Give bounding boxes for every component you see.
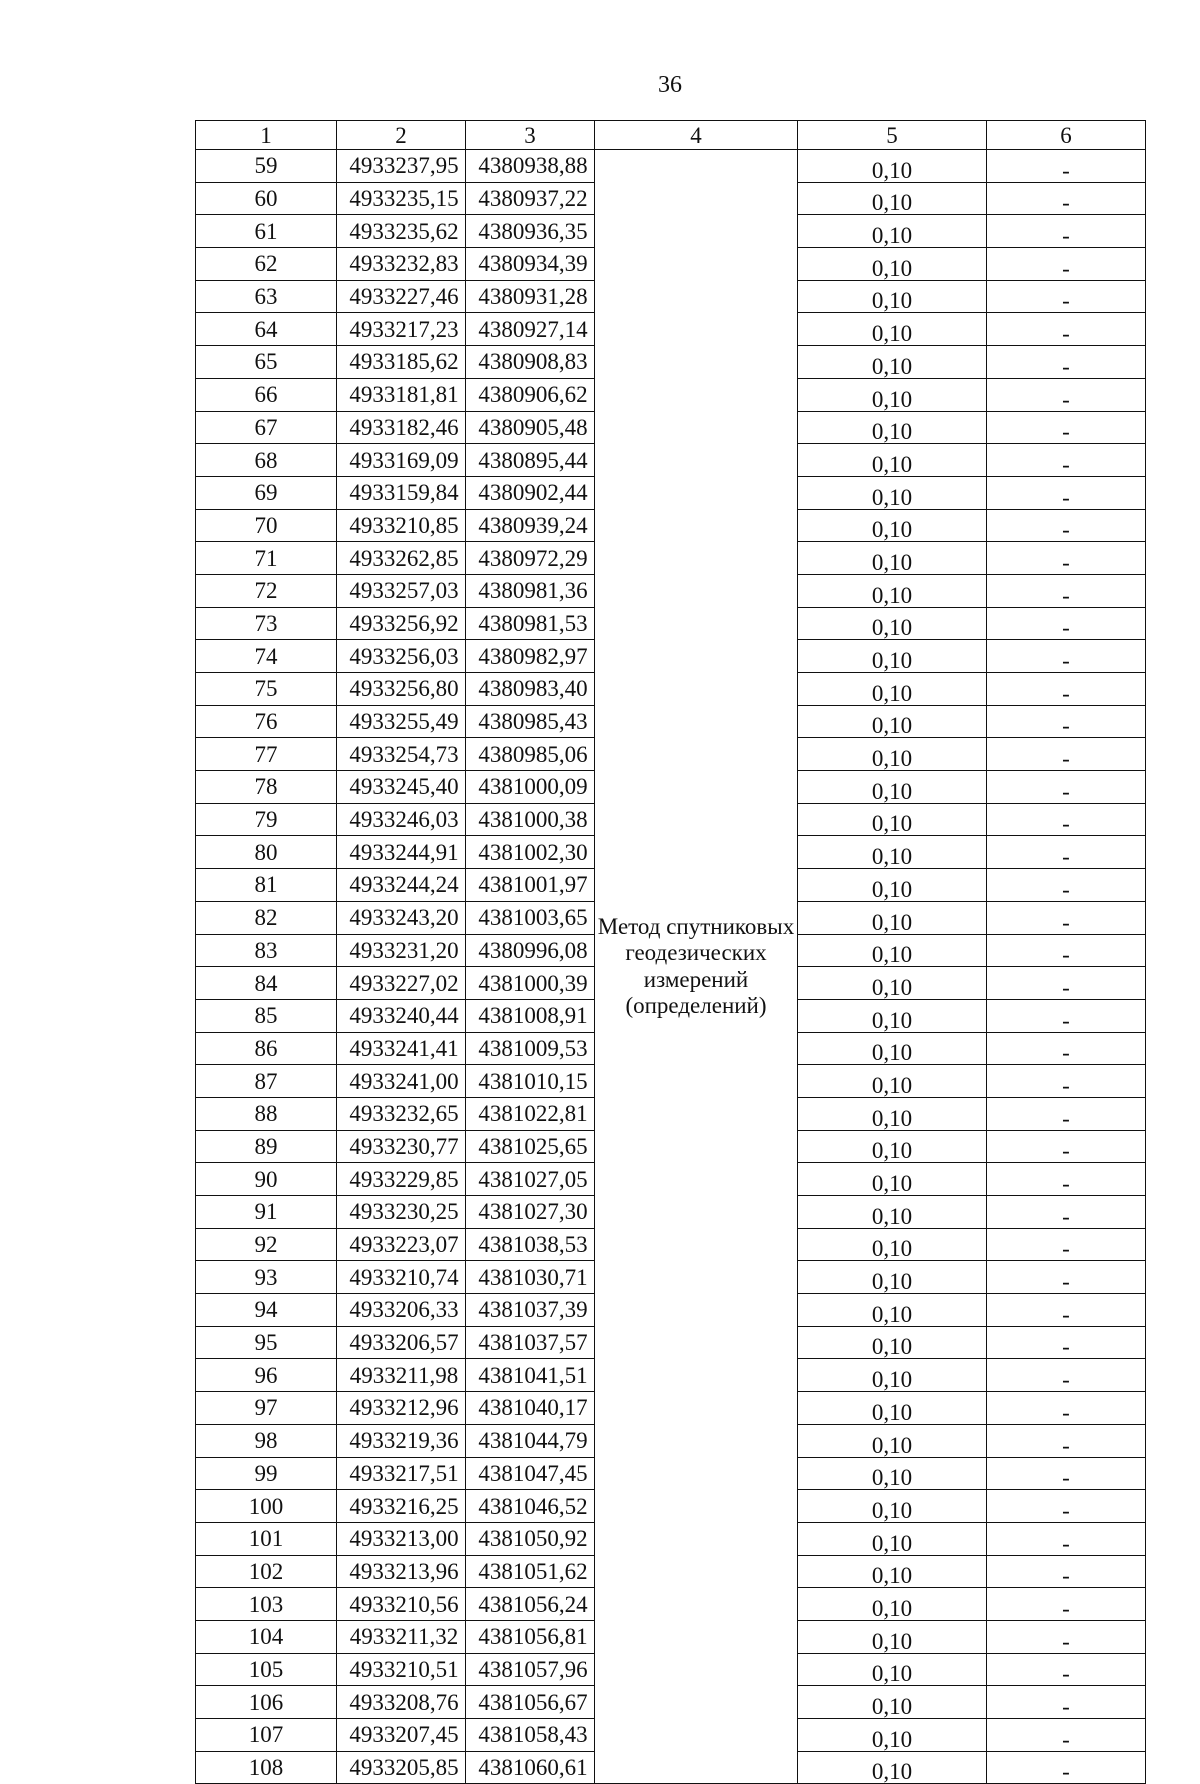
note-cell: - [987, 411, 1146, 444]
coordinate-y-cell: 4380927,14 [466, 313, 595, 346]
accuracy-cell: 0,10 [798, 1065, 987, 1098]
coordinate-x-cell: 4933235,62 [337, 215, 466, 248]
note-cell: - [987, 378, 1146, 411]
point-number-cell: 104 [196, 1620, 337, 1653]
point-number-cell: 80 [196, 836, 337, 869]
point-number-cell: 86 [196, 1032, 337, 1065]
coordinate-x-cell: 4933210,85 [337, 509, 466, 542]
coordinate-y-cell: 4381056,81 [466, 1620, 595, 1653]
coordinate-y-cell: 4381046,52 [466, 1490, 595, 1523]
coordinate-y-cell: 4381056,24 [466, 1588, 595, 1621]
note-cell: - [987, 738, 1146, 771]
coordinate-y-cell: 4381025,65 [466, 1130, 595, 1163]
coordinate-x-cell: 4933210,74 [337, 1261, 466, 1294]
coordinate-x-cell: 4933229,85 [337, 1163, 466, 1196]
note-cell: - [987, 1326, 1146, 1359]
note-cell: - [987, 1392, 1146, 1425]
note-cell: - [987, 803, 1146, 836]
coordinate-y-cell: 4381060,61 [466, 1751, 595, 1784]
point-number-cell: 96 [196, 1359, 337, 1392]
coordinate-x-cell: 4933219,36 [337, 1424, 466, 1457]
coordinate-y-cell: 4381001,97 [466, 869, 595, 902]
coordinate-y-cell: 4380931,28 [466, 280, 595, 313]
point-number-cell: 88 [196, 1097, 337, 1130]
accuracy-cell: 0,10 [798, 476, 987, 509]
coordinate-x-cell: 4933246,03 [337, 803, 466, 836]
note-cell: - [987, 1490, 1146, 1523]
header-col-4: 4 [595, 121, 798, 150]
note-cell: - [987, 869, 1146, 902]
accuracy-cell: 0,10 [798, 1620, 987, 1653]
accuracy-cell: 0,10 [798, 1719, 987, 1752]
note-cell: - [987, 1196, 1146, 1229]
point-number-cell: 77 [196, 738, 337, 771]
header-col-3: 3 [466, 121, 595, 150]
point-number-cell: 73 [196, 607, 337, 640]
coordinate-x-cell: 4933244,91 [337, 836, 466, 869]
header-col-1: 1 [196, 121, 337, 150]
point-number-cell: 83 [196, 934, 337, 967]
accuracy-cell: 0,10 [798, 1196, 987, 1229]
coordinate-y-cell: 4381003,65 [466, 901, 595, 934]
note-cell: - [987, 1620, 1146, 1653]
coordinate-x-cell: 4933185,62 [337, 346, 466, 379]
coordinate-x-cell: 4933254,73 [337, 738, 466, 771]
coordinate-y-cell: 4381050,92 [466, 1522, 595, 1555]
coordinate-x-cell: 4933207,45 [337, 1719, 466, 1752]
coordinate-y-cell: 4381000,09 [466, 771, 595, 804]
coordinate-y-cell: 4380936,35 [466, 215, 595, 248]
note-cell: - [987, 1359, 1146, 1392]
note-cell: - [987, 509, 1146, 542]
coordinate-x-cell: 4933169,09 [337, 444, 466, 477]
point-number-cell: 61 [196, 215, 337, 248]
point-number-cell: 95 [196, 1326, 337, 1359]
coordinate-x-cell: 4933256,80 [337, 673, 466, 706]
note-cell: - [987, 836, 1146, 869]
header-col-2: 2 [337, 121, 466, 150]
coordinate-y-cell: 4381002,30 [466, 836, 595, 869]
coordinate-x-cell: 4933227,46 [337, 280, 466, 313]
note-cell: - [987, 1522, 1146, 1555]
note-cell: - [987, 1065, 1146, 1098]
coordinate-x-cell: 4933181,81 [337, 378, 466, 411]
accuracy-cell: 0,10 [798, 1522, 987, 1555]
coordinate-y-cell: 4381010,15 [466, 1065, 595, 1098]
accuracy-cell: 0,10 [798, 1424, 987, 1457]
note-cell: - [987, 542, 1146, 575]
coordinate-y-cell: 4381056,67 [466, 1686, 595, 1719]
point-number-cell: 92 [196, 1228, 337, 1261]
point-number-cell: 64 [196, 313, 337, 346]
coordinate-y-cell: 4380908,83 [466, 346, 595, 379]
point-number-cell: 99 [196, 1457, 337, 1490]
accuracy-cell: 0,10 [798, 444, 987, 477]
note-cell: - [987, 934, 1146, 967]
note-cell: - [987, 705, 1146, 738]
accuracy-cell: 0,10 [798, 869, 987, 902]
coordinate-x-cell: 4933206,57 [337, 1326, 466, 1359]
coordinates-table [195, 120, 1146, 1784]
point-number-cell: 63 [196, 280, 337, 313]
coordinate-x-cell: 4933235,15 [337, 182, 466, 215]
table-body [196, 150, 1146, 1784]
note-cell: - [987, 1424, 1146, 1457]
point-number-cell: 71 [196, 542, 337, 575]
coordinate-y-cell: 4380982,97 [466, 640, 595, 673]
accuracy-cell: 0,10 [798, 607, 987, 640]
point-number-cell: 100 [196, 1490, 337, 1523]
note-cell: - [987, 1751, 1146, 1784]
coordinate-y-cell: 4381037,39 [466, 1294, 595, 1327]
coordinate-x-cell: 4933206,33 [337, 1294, 466, 1327]
coordinate-x-cell: 4933182,46 [337, 411, 466, 444]
point-number-cell: 70 [196, 509, 337, 542]
note-cell: - [987, 280, 1146, 313]
note-cell: - [987, 182, 1146, 215]
coordinate-x-cell: 4933232,83 [337, 248, 466, 281]
accuracy-cell: 0,10 [798, 1490, 987, 1523]
coordinate-x-cell: 4933244,24 [337, 869, 466, 902]
coordinate-y-cell: 4381044,79 [466, 1424, 595, 1457]
accuracy-cell: 0,10 [798, 673, 987, 706]
table-row [196, 150, 1146, 183]
coordinate-x-cell: 4933216,25 [337, 1490, 466, 1523]
coordinate-x-cell: 4933210,56 [337, 1588, 466, 1621]
coordinate-y-cell: 4380902,44 [466, 476, 595, 509]
accuracy-cell: 0,10 [798, 901, 987, 934]
note-cell: - [987, 1228, 1146, 1261]
point-number-cell: 69 [196, 476, 337, 509]
accuracy-cell: 0,10 [798, 1686, 987, 1719]
coordinate-x-cell: 4933230,25 [337, 1196, 466, 1229]
coordinate-x-cell: 4933210,51 [337, 1653, 466, 1686]
coordinate-x-cell: 4933256,92 [337, 607, 466, 640]
point-number-cell: 59 [196, 150, 337, 183]
note-cell: - [987, 901, 1146, 934]
point-number-cell: 108 [196, 1751, 337, 1784]
point-number-cell: 67 [196, 411, 337, 444]
point-number-cell: 82 [196, 901, 337, 934]
accuracy-cell: 0,10 [798, 509, 987, 542]
coordinate-y-cell: 4381027,30 [466, 1196, 595, 1229]
note-cell: - [987, 1555, 1146, 1588]
note-cell: - [987, 967, 1146, 1000]
accuracy-cell: 0,10 [798, 1261, 987, 1294]
coordinate-y-cell: 4380937,22 [466, 182, 595, 215]
note-cell: - [987, 1588, 1146, 1621]
note-cell: - [987, 1686, 1146, 1719]
accuracy-cell: 0,10 [798, 248, 987, 281]
point-number-cell: 84 [196, 967, 337, 1000]
accuracy-cell: 0,10 [798, 1130, 987, 1163]
coordinate-x-cell: 4933211,32 [337, 1620, 466, 1653]
point-number-cell: 62 [196, 248, 337, 281]
note-cell: - [987, 1653, 1146, 1686]
coordinate-y-cell: 4380981,36 [466, 574, 595, 607]
coordinate-x-cell: 4933227,02 [337, 967, 466, 1000]
accuracy-cell: 0,10 [798, 967, 987, 1000]
accuracy-cell: 0,10 [798, 1163, 987, 1196]
point-number-cell: 78 [196, 771, 337, 804]
accuracy-cell: 0,10 [798, 803, 987, 836]
accuracy-cell: 0,10 [798, 542, 987, 575]
coordinate-y-cell: 4381022,81 [466, 1097, 595, 1130]
coordinate-y-cell: 4380985,06 [466, 738, 595, 771]
point-number-cell: 85 [196, 999, 337, 1032]
coordinate-y-cell: 4381041,51 [466, 1359, 595, 1392]
accuracy-cell: 0,10 [798, 640, 987, 673]
coordinate-y-cell: 4381058,43 [466, 1719, 595, 1752]
header-col-6: 6 [987, 121, 1146, 150]
note-cell: - [987, 476, 1146, 509]
coordinate-y-cell: 4381030,71 [466, 1261, 595, 1294]
coordinate-y-cell: 4381047,45 [466, 1457, 595, 1490]
note-cell: - [987, 574, 1146, 607]
point-number-cell: 107 [196, 1719, 337, 1752]
coordinate-y-cell: 4380985,43 [466, 705, 595, 738]
accuracy-cell: 0,10 [798, 1588, 987, 1621]
note-cell: - [987, 215, 1146, 248]
point-number-cell: 106 [196, 1686, 337, 1719]
coordinate-y-cell: 4380938,88 [466, 150, 595, 183]
coordinate-y-cell: 4381057,96 [466, 1653, 595, 1686]
accuracy-cell: 0,10 [798, 1326, 987, 1359]
coordinate-y-cell: 4380996,08 [466, 934, 595, 967]
coordinate-x-cell: 4933241,41 [337, 1032, 466, 1065]
coordinate-y-cell: 4380981,53 [466, 607, 595, 640]
accuracy-cell: 0,10 [798, 1032, 987, 1065]
accuracy-cell: 0,10 [798, 574, 987, 607]
point-number-cell: 76 [196, 705, 337, 738]
accuracy-cell: 0,10 [798, 346, 987, 379]
accuracy-cell: 0,10 [798, 771, 987, 804]
coordinate-x-cell: 4933217,51 [337, 1457, 466, 1490]
coordinate-x-cell: 4933231,20 [337, 934, 466, 967]
accuracy-cell: 0,10 [798, 182, 987, 215]
point-number-cell: 89 [196, 1130, 337, 1163]
accuracy-cell: 0,10 [798, 999, 987, 1032]
note-cell: - [987, 771, 1146, 804]
coordinate-y-cell: 4381037,57 [466, 1326, 595, 1359]
coordinate-y-cell: 4381000,38 [466, 803, 595, 836]
header-row [196, 121, 1146, 150]
coordinate-x-cell: 4933208,76 [337, 1686, 466, 1719]
page-number: 36 [658, 72, 682, 98]
accuracy-cell: 0,10 [798, 150, 987, 183]
accuracy-cell: 0,10 [798, 411, 987, 444]
point-number-cell: 93 [196, 1261, 337, 1294]
accuracy-cell: 0,10 [798, 1457, 987, 1490]
point-number-cell: 94 [196, 1294, 337, 1327]
note-cell: - [987, 1719, 1146, 1752]
coordinate-y-cell: 4380906,62 [466, 378, 595, 411]
coordinate-y-cell: 4381027,05 [466, 1163, 595, 1196]
point-number-cell: 75 [196, 673, 337, 706]
coordinate-y-cell: 4381040,17 [466, 1392, 595, 1425]
accuracy-cell: 0,10 [798, 1555, 987, 1588]
coordinate-x-cell: 4933256,03 [337, 640, 466, 673]
accuracy-cell: 0,10 [798, 313, 987, 346]
coordinate-x-cell: 4933241,00 [337, 1065, 466, 1098]
point-number-cell: 74 [196, 640, 337, 673]
accuracy-cell: 0,10 [798, 1392, 987, 1425]
header-col-5: 5 [798, 121, 987, 150]
point-number-cell: 103 [196, 1588, 337, 1621]
note-cell: - [987, 150, 1146, 183]
coordinate-x-cell: 4933243,20 [337, 901, 466, 934]
coordinate-y-cell: 4381051,62 [466, 1555, 595, 1588]
point-number-cell: 90 [196, 1163, 337, 1196]
accuracy-cell: 0,10 [798, 1359, 987, 1392]
coordinate-x-cell: 4933240,44 [337, 999, 466, 1032]
coordinate-x-cell: 4933262,85 [337, 542, 466, 575]
coordinate-x-cell: 4933213,00 [337, 1522, 466, 1555]
accuracy-cell: 0,10 [798, 934, 987, 967]
accuracy-cell: 0,10 [798, 280, 987, 313]
coordinate-y-cell: 4380939,24 [466, 509, 595, 542]
note-cell: - [987, 1130, 1146, 1163]
accuracy-cell: 0,10 [798, 705, 987, 738]
note-cell: - [987, 1032, 1146, 1065]
coordinate-x-cell: 4933257,03 [337, 574, 466, 607]
coordinate-y-cell: 4380905,48 [466, 411, 595, 444]
note-cell: - [987, 1097, 1146, 1130]
coordinate-y-cell: 4380983,40 [466, 673, 595, 706]
coordinate-y-cell: 4380895,44 [466, 444, 595, 477]
point-number-cell: 65 [196, 346, 337, 379]
accuracy-cell: 0,10 [798, 215, 987, 248]
coordinate-x-cell: 4933205,85 [337, 1751, 466, 1784]
coordinate-y-cell: 4380972,29 [466, 542, 595, 575]
note-cell: - [987, 1457, 1146, 1490]
coordinate-x-cell: 4933223,07 [337, 1228, 466, 1261]
note-cell: - [987, 1163, 1146, 1196]
note-cell: - [987, 346, 1146, 379]
note-cell: - [987, 607, 1146, 640]
coordinate-x-cell: 4933255,49 [337, 705, 466, 738]
note-cell: - [987, 248, 1146, 281]
accuracy-cell: 0,10 [798, 1097, 987, 1130]
point-number-cell: 66 [196, 378, 337, 411]
coordinate-x-cell: 4933159,84 [337, 476, 466, 509]
point-number-cell: 102 [196, 1555, 337, 1588]
note-cell: - [987, 313, 1146, 346]
coordinate-x-cell: 4933211,98 [337, 1359, 466, 1392]
point-number-cell: 79 [196, 803, 337, 836]
point-number-cell: 105 [196, 1653, 337, 1686]
point-number-cell: 98 [196, 1424, 337, 1457]
accuracy-cell: 0,10 [798, 1751, 987, 1784]
coordinate-x-cell: 4933217,23 [337, 313, 466, 346]
coordinate-y-cell: 4381008,91 [466, 999, 595, 1032]
note-cell: - [987, 999, 1146, 1032]
note-cell: - [987, 444, 1146, 477]
accuracy-cell: 0,10 [798, 836, 987, 869]
coordinate-y-cell: 4381009,53 [466, 1032, 595, 1065]
note-cell: - [987, 1261, 1146, 1294]
note-cell: - [987, 640, 1146, 673]
accuracy-cell: 0,10 [798, 1653, 987, 1686]
coordinate-x-cell: 4933232,65 [337, 1097, 466, 1130]
accuracy-cell: 0,10 [798, 738, 987, 771]
coordinate-x-cell: 4933212,96 [337, 1392, 466, 1425]
method-cell: Метод спутниковых геодезических измерений (определений) [595, 150, 798, 1784]
note-cell: - [987, 1294, 1146, 1327]
accuracy-cell: 0,10 [798, 378, 987, 411]
coordinate-x-cell: 4933230,77 [337, 1130, 466, 1163]
coordinate-y-cell: 4381038,53 [466, 1228, 595, 1261]
note-cell: - [987, 673, 1146, 706]
point-number-cell: 68 [196, 444, 337, 477]
coordinate-x-cell: 4933237,95 [337, 150, 466, 183]
point-number-cell: 101 [196, 1522, 337, 1555]
accuracy-cell: 0,10 [798, 1228, 987, 1261]
point-number-cell: 87 [196, 1065, 337, 1098]
point-number-cell: 72 [196, 574, 337, 607]
coordinate-y-cell: 4381000,39 [466, 967, 595, 1000]
accuracy-cell: 0,10 [798, 1294, 987, 1327]
coordinate-x-cell: 4933245,40 [337, 771, 466, 804]
coordinate-y-cell: 4380934,39 [466, 248, 595, 281]
point-number-cell: 97 [196, 1392, 337, 1425]
point-number-cell: 60 [196, 182, 337, 215]
point-number-cell: 81 [196, 869, 337, 902]
point-number-cell: 91 [196, 1196, 337, 1229]
coordinate-x-cell: 4933213,96 [337, 1555, 466, 1588]
